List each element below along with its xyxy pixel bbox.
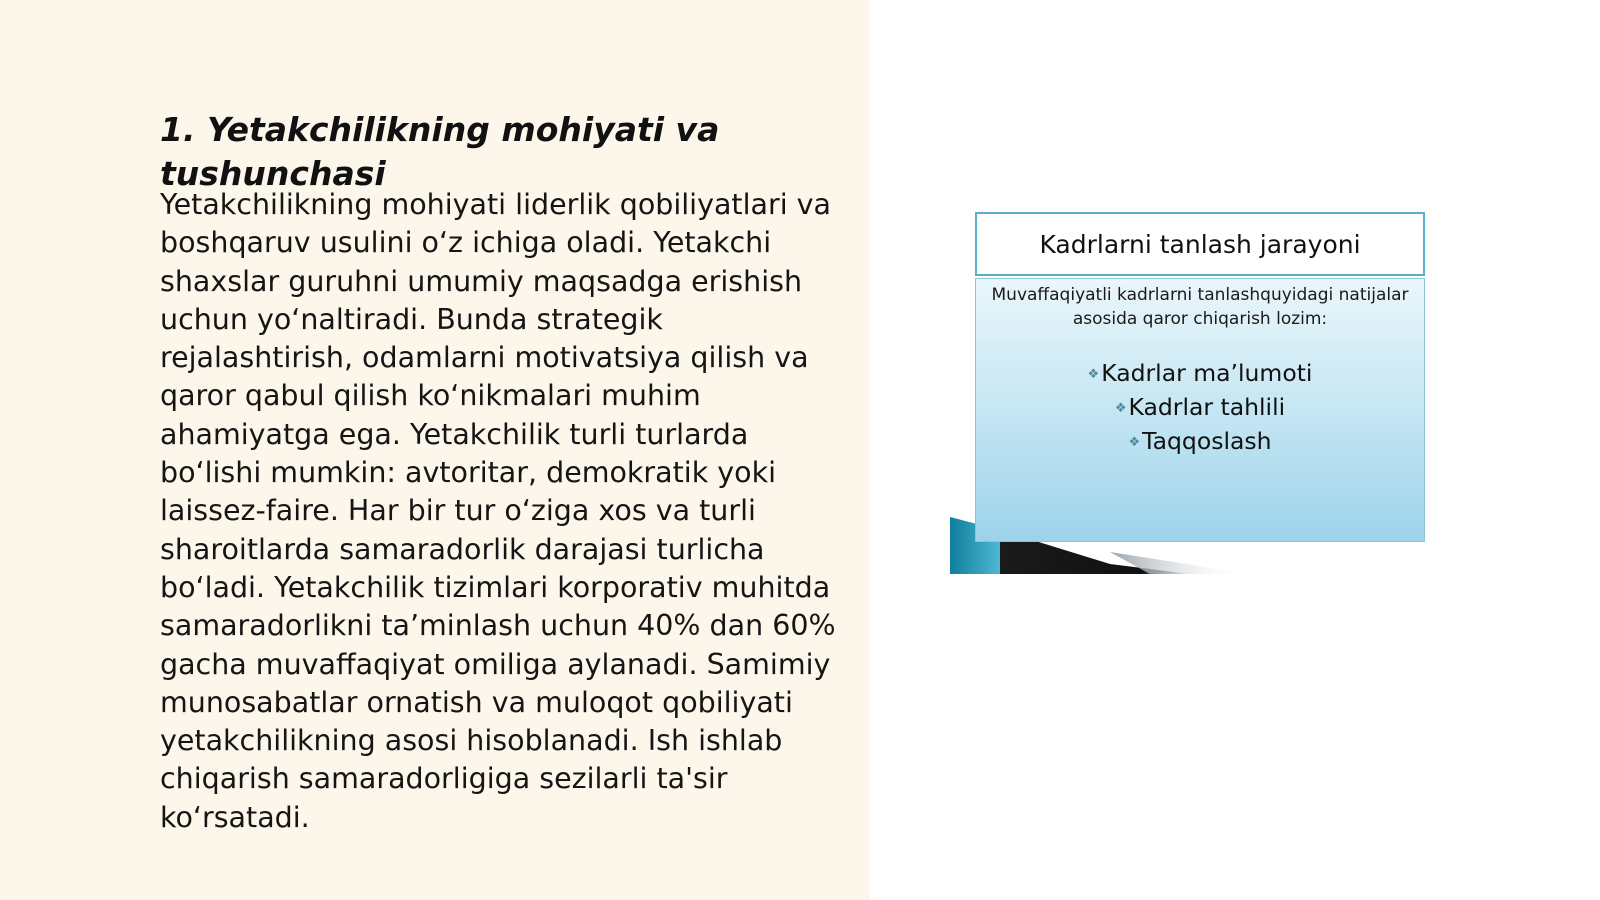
selection-process-card xyxy=(950,212,1428,582)
card-header: Kadrlarni tanlash jarayoni xyxy=(975,212,1425,276)
slide-title: 1. Yetakchilikning mohiyati va tushunchasi xyxy=(160,110,720,193)
list-item xyxy=(976,425,1424,459)
list-item-label: Kadrlar tahlili xyxy=(1128,393,1286,421)
card-bullet-list xyxy=(976,357,1424,459)
list-item-label: Taqqoslash xyxy=(1142,427,1272,455)
slide-body-text: Yetakchilikning mohiyati liderlik qobiliyatlari va boshqaruv usulini o‘z ichiga oladi. Yetakchi shaxslar guruhni umumiy maqsadga erishish uchun yo‘naltiradi. Bunda strategik rejalashtirish, odamlarni motivatsiya qilish va qaror qabul qilish ko‘nikmalari muhim ahamiyatga ega. Yetakchilik turli turlarda bo‘lishi mumkin: avtoritar, demokratik yoki laissez-faire. Har bir tur o‘ziga xos va turli sharoitlarda samaradorlik darajasi turlicha bo‘ladi. Yetakchilik tizimlari korporativ muhitda samaradorlikni ta’minlash uchun 40% dan 60% gacha muvaffaqiyat omiliga aylanadi. Samimiy munosabatlar ornatish va muloqot qobiliyati yetakchilikning asosi hisoblanadi. Ish ishlab chiqarish samaradorligiga sezilarli ta'sir ko‘rsatadi. xyxy=(160,188,836,834)
diamond-bullet-icon: ❖ xyxy=(1114,401,1127,416)
list-item xyxy=(976,391,1424,425)
card-intro-text: Muvaffaqiyatli kadrlarni tanlashquyidagi natijalar asosida qaror chiqarish lozim: xyxy=(991,285,1409,329)
list-item xyxy=(976,357,1424,391)
diamond-bullet-icon: ❖ xyxy=(1128,435,1141,450)
card-content-box xyxy=(975,278,1425,542)
list-item-label: Kadrlar ma’lumoti xyxy=(1101,359,1313,387)
diamond-bullet-icon: ❖ xyxy=(1087,367,1100,382)
